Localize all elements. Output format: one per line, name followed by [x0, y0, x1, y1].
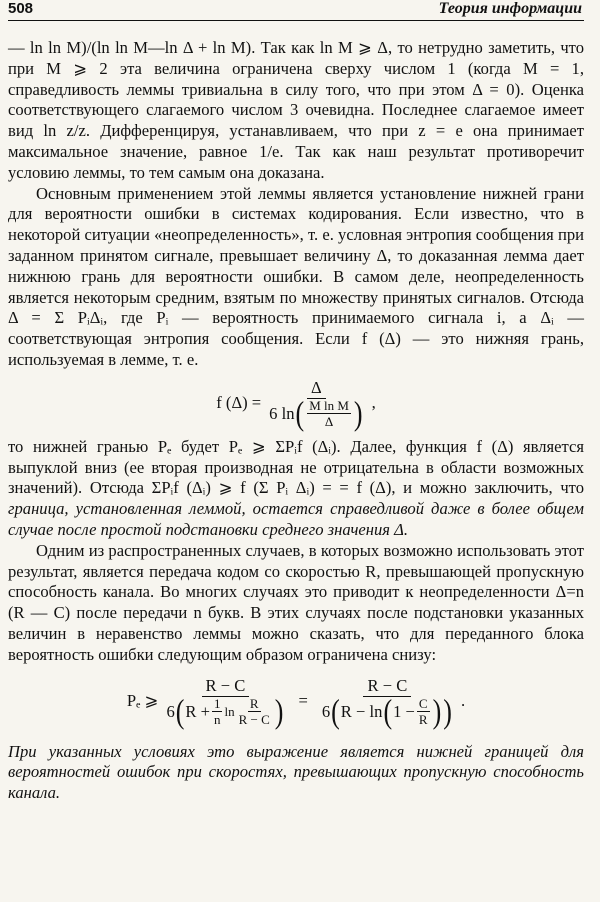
page-number: 508	[8, 0, 34, 17]
running-title: Теория информации	[438, 0, 582, 17]
formula1-den-prefix: 6 ln	[269, 404, 295, 424]
formula-lower-bound-function	[8, 371, 584, 437]
den1-frac-den: n	[213, 712, 221, 728]
den1-r-plus: R +	[185, 702, 210, 722]
right-paren: )	[353, 394, 363, 433]
formula2-trail: .	[460, 691, 466, 711]
right-paren-inner: )	[432, 692, 442, 731]
den1-frac-num: 1	[213, 696, 221, 712]
paragraph-2: Основным применением этой леммы является установление нижней грани для вероятности ошибки в системах кодирования. Если известно, что в некоторой ситуации «неопределенность», т. е. условная энтропия сообщения при заданном принятом сигнале, превышает величину Δ, то доказанная лемма дает нижнюю грань для вероятности ошибки. В самом деле, неопределенность является некоторым средним, взятым по множеству принятых сигналов. Отсюда Δ = Σ PᵢΔᵢ, где Pᵢ — вероятность принимаемого сигнала i, а Δᵢ — соответствующая энтропия сообщения. Если f (Δ) — это нижняя грань, используемая в лемме, т. е.	[8, 183, 584, 369]
formula1-denominator	[265, 394, 367, 433]
paragraph-1: — ln ln M)/(ln ln M—ln Δ + ln M). Так как ln M ⩾ Δ, то нетрудно заметить, что при M ⩾ 2 эта величина ограничена сверху числом 1 (когда M = 1, справедливость леммы тривиальна в силу того, что при этом Δ = 0). Оценка соответствующего слагаемого числом 3 очевидна. Последнее слагаемое имеет вид ln z/z. Дифференцируя, устанавливаем, что при z = e она принимает максимальное значение, равное 1/e. Так как наш результат противоречит условию леммы, то тем самым она доказана.	[8, 38, 584, 182]
formula2-lhs: Pₑ ⩾	[126, 691, 159, 711]
right-paren: )	[443, 692, 452, 731]
paragraph-3-plain: то нижней гранью Pₑ будет Pₑ ⩾ ΣPᵢf (Δᵢ). Далее, функция f (Δ) является выпуклой вниз (ее вторая производная не отрицательна в области возможных значений). Отсюда ΣPᵢf (Δᵢ) ⩾ f (Σ Pᵢ Δᵢ) = = f (Δ), и можно заключить, что	[8, 436, 584, 498]
left-paren: (	[331, 692, 340, 731]
den1-ln: ln	[224, 704, 235, 720]
den1-r-over-rc	[237, 697, 272, 727]
den2-r-minus-ln: R − ln	[340, 702, 383, 722]
den2-one-minus: 1 −	[393, 702, 415, 722]
den1-one-over-n	[212, 697, 223, 727]
paragraph-3	[8, 437, 584, 541]
formula1-inner-den: Δ	[324, 414, 334, 430]
left-paren: (	[175, 692, 185, 731]
paragraph-3-italic: граница, установленная леммой, остается справедливой даже в более общем случае после простой подстановки среднего значения Δ.	[8, 499, 584, 539]
formula2-num1: R − C	[202, 676, 250, 697]
formula-error-bound	[8, 666, 584, 738]
formula2-fraction-2	[318, 676, 457, 731]
den2-frac-den: R	[418, 712, 428, 728]
den2-coef: 6	[321, 702, 331, 722]
text-body	[8, 38, 584, 804]
den1-frac2-num: R	[249, 696, 259, 712]
formula2-num2: R − C	[363, 676, 411, 697]
formula1-lhs: f (Δ) =	[216, 393, 262, 413]
right-paren: )	[274, 692, 284, 731]
formula1-inner-num: M ln M	[309, 398, 349, 414]
formula2-fraction-1	[162, 676, 288, 731]
den2-c-over-r	[417, 697, 430, 727]
formula1-fraction	[265, 378, 367, 433]
den2-frac-num: C	[418, 696, 428, 712]
formula1-inner-fraction	[307, 399, 351, 429]
den1-coef: 6	[166, 702, 175, 722]
formula1-trail: ,	[371, 393, 376, 413]
left-paren-inner: (	[383, 692, 393, 731]
running-header	[8, 0, 584, 21]
den1-frac2-den: R − C	[238, 712, 270, 728]
formula2-den2	[318, 692, 457, 731]
left-paren: (	[295, 394, 305, 433]
paragraph-4: Одним из распространенных случаев, в которых возможно использовать этот результат, является передача кодом со скоростью R, превышающей пропускную способность канала. Во многих случаях это приводит к неопределенности Δ=n (R — C) после передачи n букв. В этих случаях после подстановки указанных величин в неравенство леммы можно сказать, что для переданного блока вероятность ошибки следующим образом ограничена снизу:	[8, 540, 584, 664]
conclusion-italic: При указанных условиях это выражение является нижней границей для вероятностей ошибок при скоростях, превышающих пропускную способность канала.	[8, 741, 584, 803]
formula2-den1	[162, 692, 288, 731]
formula1-numerator: Δ	[307, 378, 326, 399]
formula2-equals: =	[298, 691, 308, 711]
